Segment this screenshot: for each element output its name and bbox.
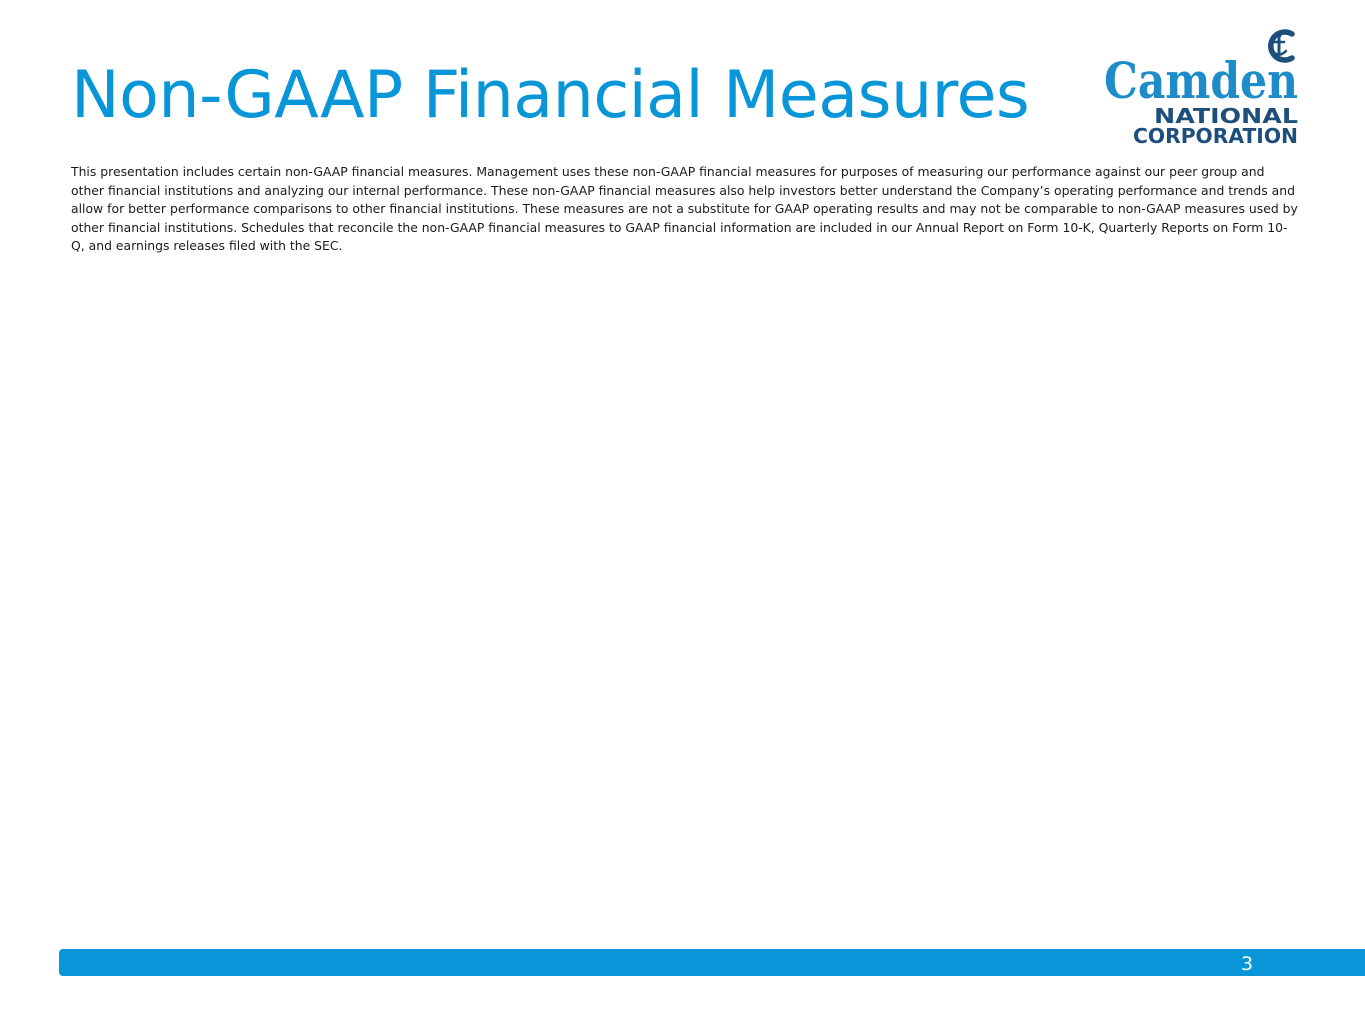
camden-national-logo (1100, 22, 1300, 148)
logo-wordmark: Camden (1104, 51, 1298, 110)
logo-line-corporation: CORPORATION (1133, 124, 1298, 148)
footer-bar (59, 949, 1365, 976)
disclaimer-paragraph: This presentation includes certain non-GAAP financial measures. Management uses these non-GAAP financial measures for purposes of measuring our performance against our peer group and other financial institutions and analyzing our internal performance. These non-GAAP financial measures also help investors better understand the Company’s operating performance and trends and allow for better performance comparisons to other financial institutions. These measures are not a substitute for GAAP operating results and may not be comparable to non-GAAP measures used by other financial institutions. Schedules that reconcile the non-GAAP financial measures to GAAP financial information are included in our Annual Report on Form 10-K, Quarterly Reports on Form 10-Q, and earnings releases filed with the SEC. (71, 164, 1298, 253)
logo-line-national: NATIONAL (1154, 104, 1299, 128)
page-number: 3 (1241, 953, 1254, 975)
slide-title: Non-GAAP Financial Measures (71, 58, 1030, 133)
